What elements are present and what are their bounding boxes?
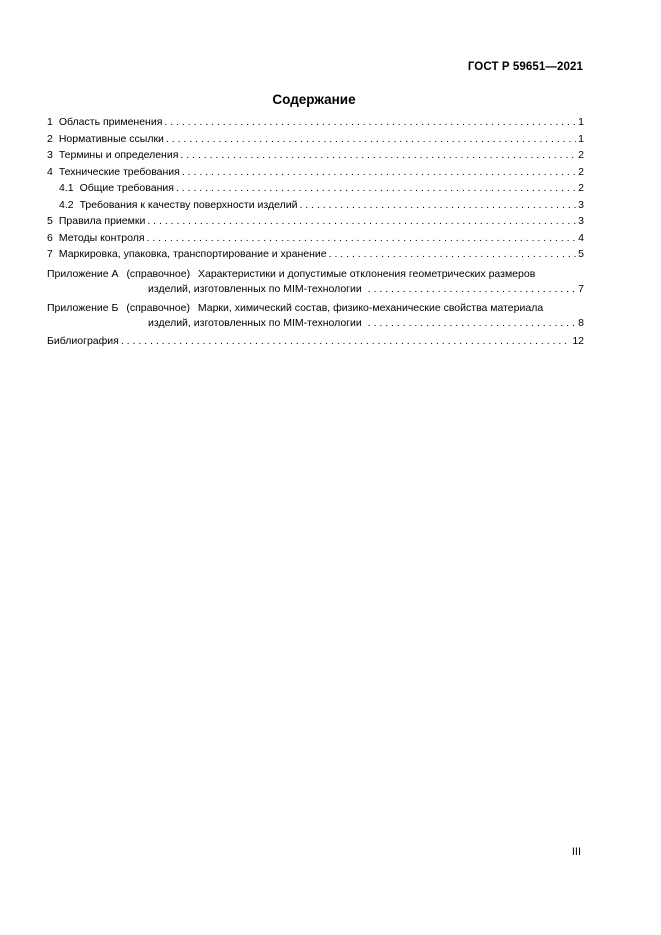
toc-entry-page: 3 [578,198,584,211]
toc-entry-3[interactable] [47,147,584,164]
toc-entry-text: Общие требования [79,182,174,194]
dot-leader [180,147,576,164]
document-code: ГОСТ Р 59651—2021 [467,61,583,73]
toc-annex-b[interactable] [47,301,584,331]
toc-entry-number: 3 [47,149,53,161]
toc-entry-text: Библиография [47,334,119,347]
dot-leader [329,246,577,263]
dot-leader [166,131,576,148]
annex-page: 7 [578,282,584,295]
annex-title-line2: изделий, изготовленных по MIM-технологии [148,282,362,295]
toc-entry-5[interactable] [47,213,584,230]
toc-entry-page: 2 [578,149,584,161]
toc-entry-text: Маркировка, упаковка, транспортирование и хранение [58,248,327,260]
annex-label: Приложение Б [47,301,119,314]
dot-leader [164,114,576,131]
toc-entry-text: Методы контроля [58,231,145,244]
dot-leader [147,230,577,247]
toc-entry-number: 4.1 [59,182,74,194]
toc-entry-6[interactable] [47,230,584,247]
annex-title-line2: изделий, изготовленных по MIM-технологии [148,316,362,329]
dot-leader [368,316,576,331]
table-of-contents [47,114,584,349]
toc-annex-a[interactable] [47,267,584,297]
toc-entry-1[interactable] [47,114,584,131]
toc-entry-page: 1 [578,132,584,145]
toc-entry-number: 7 [47,248,53,260]
dot-leader [299,197,576,214]
annex-title-line1: Характеристики и допустимые отклонения геометрических размеров [198,267,536,280]
annex-note: (справочное) [126,267,191,280]
toc-entry-number: 4 [47,165,53,178]
toc-entry-text: Требования к качеству поверхности изделий [79,198,298,211]
dot-leader [121,333,570,350]
toc-entry-number: 1 [47,116,53,128]
toc-entry-number: 6 [47,231,53,244]
toc-entry-number: 5 [47,215,53,227]
toc-entry-text: Правила приемки [58,215,146,227]
toc-entry-4[interactable] [47,164,584,181]
toc-entry-text: Технические требования [58,165,180,178]
dot-leader [147,213,576,230]
toc-entry-page: 3 [578,215,584,227]
toc-entry-2[interactable] [47,131,584,148]
toc-entry-number: 2 [47,132,53,145]
toc-title: Содержание [272,92,356,107]
annex-label: Приложение А [47,267,119,280]
toc-entry-text: Термины и определения [58,149,179,161]
toc-entry-text: Нормативные ссылки [58,132,164,145]
toc-entry-4-1[interactable] [47,180,584,197]
annex-note: (справочное) [126,301,190,314]
toc-entry-page: 2 [578,182,584,194]
dot-leader [176,180,576,197]
annex-title-line1: Марки, химический состав, физико-механические свойства материала [197,301,544,314]
toc-entry-number: 4.2 [59,198,74,211]
toc-entry-page: 5 [578,248,584,260]
toc-entry-4-2[interactable] [47,197,584,214]
dot-leader [368,282,576,297]
toc-entry-7[interactable] [47,246,584,263]
page-number: III [571,846,581,858]
annex-page: 8 [578,316,584,329]
toc-entry-page: 1 [578,116,584,128]
dot-leader [182,164,576,181]
toc-entry-text: Область применения [58,116,163,128]
toc-entry-bibliography[interactable] [47,333,584,350]
toc-entry-page: 2 [578,165,584,178]
toc-entry-page: 12 [572,334,584,347]
toc-entry-page: 4 [578,231,584,244]
